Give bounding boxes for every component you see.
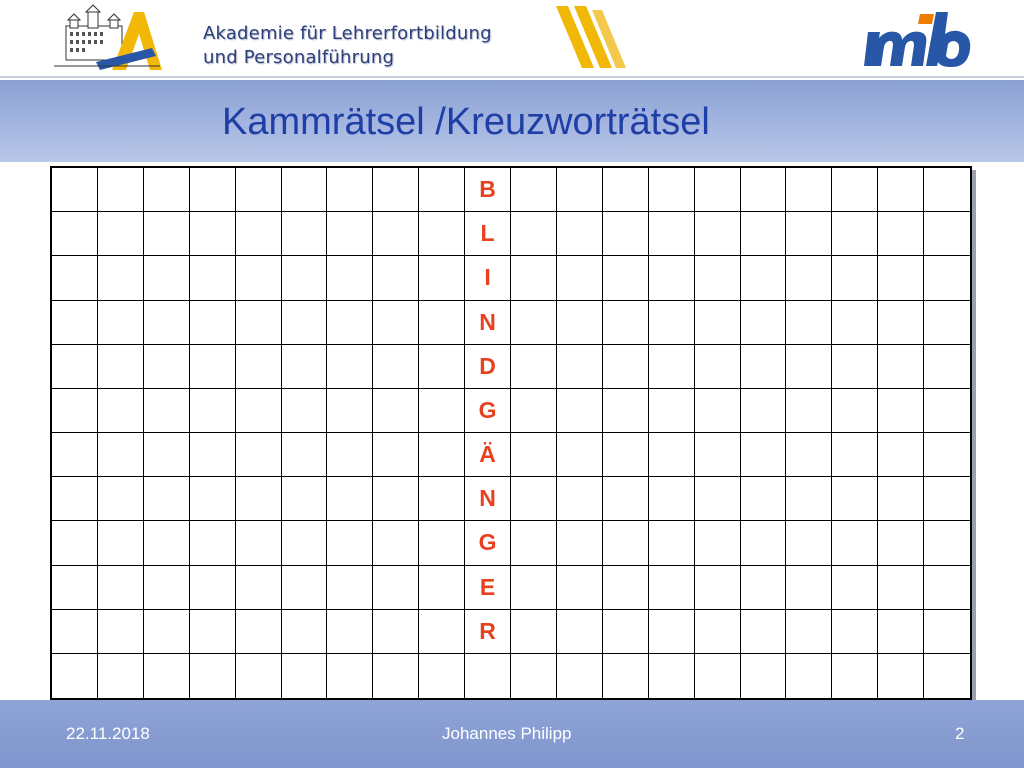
academy-name [203,22,492,70]
grid-cell [557,521,603,565]
footer-author: Johannes Philipp [442,724,572,743]
grid-cell [373,654,419,698]
grid-cell [924,345,970,389]
grid-cell [603,610,649,654]
grid-cell [603,389,649,433]
grid-cell [878,345,924,389]
grid-cell [52,301,98,345]
grid-cell [832,433,878,477]
grid-cell [603,345,649,389]
grid-cell [190,477,236,521]
grid-cell [236,256,282,300]
grid-cell [236,610,282,654]
page-number: 2 [955,724,965,743]
grid-cell [52,654,98,698]
grid-cell [282,212,328,256]
grid-cell [924,256,970,300]
grid-cell [511,654,557,698]
grid-cell [649,256,695,300]
grid-cell [327,345,373,389]
grid-cell [373,168,419,212]
grid-cell [419,301,465,345]
grid-cell [282,521,328,565]
grid-cell [557,654,603,698]
grid-cell [98,610,144,654]
grid-cell [144,345,190,389]
grid-cell [649,212,695,256]
grid-cell [144,168,190,212]
grid-cell [419,345,465,389]
grid-cell [511,477,557,521]
grid-cell [98,389,144,433]
grid-cell [190,521,236,565]
grid-cell [786,212,832,256]
grid-cell [832,477,878,521]
grid-cell [373,345,419,389]
solution-cell: E [465,566,511,610]
grid-cell [878,389,924,433]
grid-cell [557,566,603,610]
stripes-logo [552,6,628,68]
grid-cell [786,654,832,698]
grid-cell [144,433,190,477]
grid-cell [511,433,557,477]
grid-cell [236,345,282,389]
grid-cell [144,654,190,698]
grid-cell [786,168,832,212]
grid-cell [98,433,144,477]
grid-cell [373,566,419,610]
grid-cell [282,301,328,345]
grid-cell [878,301,924,345]
grid-cell [282,256,328,300]
grid-cell [878,477,924,521]
grid-cell [603,168,649,212]
grid-cell [924,389,970,433]
grid-cell [924,168,970,212]
grid-cell [52,389,98,433]
grid-cell [373,212,419,256]
grid-cell [327,301,373,345]
grid-cell [557,345,603,389]
grid-cell [282,610,328,654]
grid-cell [832,566,878,610]
grid-cell [282,654,328,698]
grid-cell [603,256,649,300]
grid-cell [144,212,190,256]
grid-cell [649,301,695,345]
slide-header [0,0,1024,78]
grid-cell [98,212,144,256]
grid-cell [373,301,419,345]
grid-cell [327,521,373,565]
grid-cell [144,389,190,433]
grid-cell [924,477,970,521]
grid-cell [741,345,787,389]
grid-cell [741,654,787,698]
grid-cell [695,345,741,389]
grid-cell [282,389,328,433]
grid-cell [878,212,924,256]
grid-cell [649,389,695,433]
mb-logo [862,10,974,68]
grid-cell [236,168,282,212]
grid-cell [236,433,282,477]
grid-cell [52,521,98,565]
grid-cell [878,521,924,565]
grid-cell [190,389,236,433]
grid-cell [924,654,970,698]
grid-cell [557,212,603,256]
grid-cell [878,610,924,654]
grid-cell [98,566,144,610]
grid-cell [786,433,832,477]
grid-cell [649,654,695,698]
grid-cell [236,301,282,345]
grid-cell [144,477,190,521]
grid-cell [557,301,603,345]
grid-cell [190,566,236,610]
grid-cell [236,212,282,256]
grid-cell [649,433,695,477]
grid-cell [695,256,741,300]
grid-cell [236,389,282,433]
grid-cell [327,212,373,256]
grid-cell [190,433,236,477]
grid-cell [236,566,282,610]
grid-cell [557,168,603,212]
grid-cell [786,389,832,433]
solution-cell: G [465,389,511,433]
grid-cell [373,477,419,521]
grid-cell [373,389,419,433]
grid-cell [419,654,465,698]
grid-cell [419,433,465,477]
grid-cell [282,345,328,389]
grid-cell [511,566,557,610]
grid-cell [832,212,878,256]
grid-cell [144,610,190,654]
grid-cell [741,610,787,654]
grid-cell [327,610,373,654]
grid-cell [98,345,144,389]
grid-cell [603,566,649,610]
crossword-grid [50,166,972,700]
grid-cell [557,610,603,654]
grid-cell [832,521,878,565]
solution-cell: G [465,521,511,565]
grid-cell [649,521,695,565]
grid-cell [190,301,236,345]
grid-cell [327,256,373,300]
grid-cell [924,433,970,477]
solution-cell [465,654,511,698]
grid-cell [741,389,787,433]
grid-cell [52,477,98,521]
grid-cell [511,521,557,565]
grid-cell [695,654,741,698]
grid-cell [98,654,144,698]
grid-cell [832,389,878,433]
solution-cell: Ä [465,433,511,477]
grid-cell [327,566,373,610]
grid-cell [878,168,924,212]
grid-cell [695,566,741,610]
grid-cell [327,654,373,698]
grid-cell [419,477,465,521]
grid-cell [98,256,144,300]
grid-cell [282,566,328,610]
grid-cell [603,654,649,698]
grid-cell [878,654,924,698]
grid-cell [557,389,603,433]
grid-cell [924,566,970,610]
grid-cell [190,345,236,389]
grid-cell [741,566,787,610]
grid-cell [144,566,190,610]
grid-cell [190,168,236,212]
grid-cell [786,521,832,565]
grid-cell [695,301,741,345]
grid-cell [832,345,878,389]
grid-cell [924,610,970,654]
solution-cell: N [465,301,511,345]
grid-cell [327,477,373,521]
grid-cell [282,433,328,477]
grid-cell [557,477,603,521]
grid-cell [190,654,236,698]
grid-cell [511,301,557,345]
grid-cell [98,477,144,521]
grid-cell [741,212,787,256]
grid-cell [236,654,282,698]
grid-cell [649,566,695,610]
grid-cell [878,566,924,610]
academy-name-line1: Akademie für Lehrerfortbildung [203,23,492,44]
grid-cell [603,433,649,477]
solution-cell: B [465,168,511,212]
grid-cell [98,168,144,212]
grid-cell [695,212,741,256]
slide-title: Kammrätsel /Kreuzworträtsel [222,101,710,143]
grid-cell [832,256,878,300]
grid-cell [741,521,787,565]
grid-cell [695,433,741,477]
grid-cell [511,212,557,256]
grid-cell [52,212,98,256]
grid-cell [327,389,373,433]
grid-cell [878,433,924,477]
grid-cell [741,256,787,300]
grid-cell [282,168,328,212]
grid-cell [52,610,98,654]
grid-cell [695,477,741,521]
grid-cell [190,610,236,654]
grid-cell [649,345,695,389]
grid-cell [327,433,373,477]
grid-cell [52,566,98,610]
grid-cell [786,566,832,610]
grid-cell [741,433,787,477]
grid-cell [144,521,190,565]
grid-cell [603,521,649,565]
grid-cell [786,345,832,389]
grid-cell [557,256,603,300]
grid-cell [373,433,419,477]
grid-cell [832,168,878,212]
grid-cell [419,566,465,610]
grid-cell [419,168,465,212]
grid-cell [511,345,557,389]
grid-cell [419,389,465,433]
grid-cell [878,256,924,300]
grid-cell [327,168,373,212]
grid-cell [649,477,695,521]
grid-cell [419,256,465,300]
grid-cell [511,256,557,300]
grid-cell [373,610,419,654]
grid-cell [603,212,649,256]
grid-cell [649,168,695,212]
akademie-castle-logo [52,4,162,70]
grid-cell [649,610,695,654]
solution-cell: R [465,610,511,654]
grid-cell [924,521,970,565]
grid-cell [603,301,649,345]
grid-cell [832,301,878,345]
grid-cell [511,389,557,433]
solution-cell: L [465,212,511,256]
grid-cell [786,610,832,654]
grid-cell [695,168,741,212]
grid-cell [832,610,878,654]
grid-cell [557,433,603,477]
grid-cell [419,212,465,256]
header-divider [0,76,1024,78]
grid-cell [190,256,236,300]
grid-cell [924,212,970,256]
solution-cell: D [465,345,511,389]
grid-cell [52,256,98,300]
grid-cell [236,477,282,521]
grid-cell [786,256,832,300]
grid-cell [695,610,741,654]
grid-cell [419,521,465,565]
grid-cell [741,301,787,345]
grid-cell [741,477,787,521]
grid-cell [741,168,787,212]
grid-cell [511,168,557,212]
grid-cell [144,256,190,300]
grid-cell [695,389,741,433]
grid-cell [98,301,144,345]
grid-cell [282,477,328,521]
grid-cell [924,301,970,345]
grid-cell [236,521,282,565]
grid-cell [695,521,741,565]
grid-cell [98,521,144,565]
footer-date: 22.11.2018 [66,724,150,743]
grid-cell [832,654,878,698]
grid-cell [52,345,98,389]
grid-cell [373,256,419,300]
grid-cell [419,610,465,654]
grid-cell [144,301,190,345]
grid-cell [373,521,419,565]
solution-cell: N [465,477,511,521]
solution-cell: I [465,256,511,300]
grid-cell [52,433,98,477]
grid-cell [786,301,832,345]
academy-name-line2: und Personalführung [203,47,395,68]
grid-cell [603,477,649,521]
grid-cell [190,212,236,256]
grid-cell [52,168,98,212]
grid-cell [511,610,557,654]
grid-cell [786,477,832,521]
